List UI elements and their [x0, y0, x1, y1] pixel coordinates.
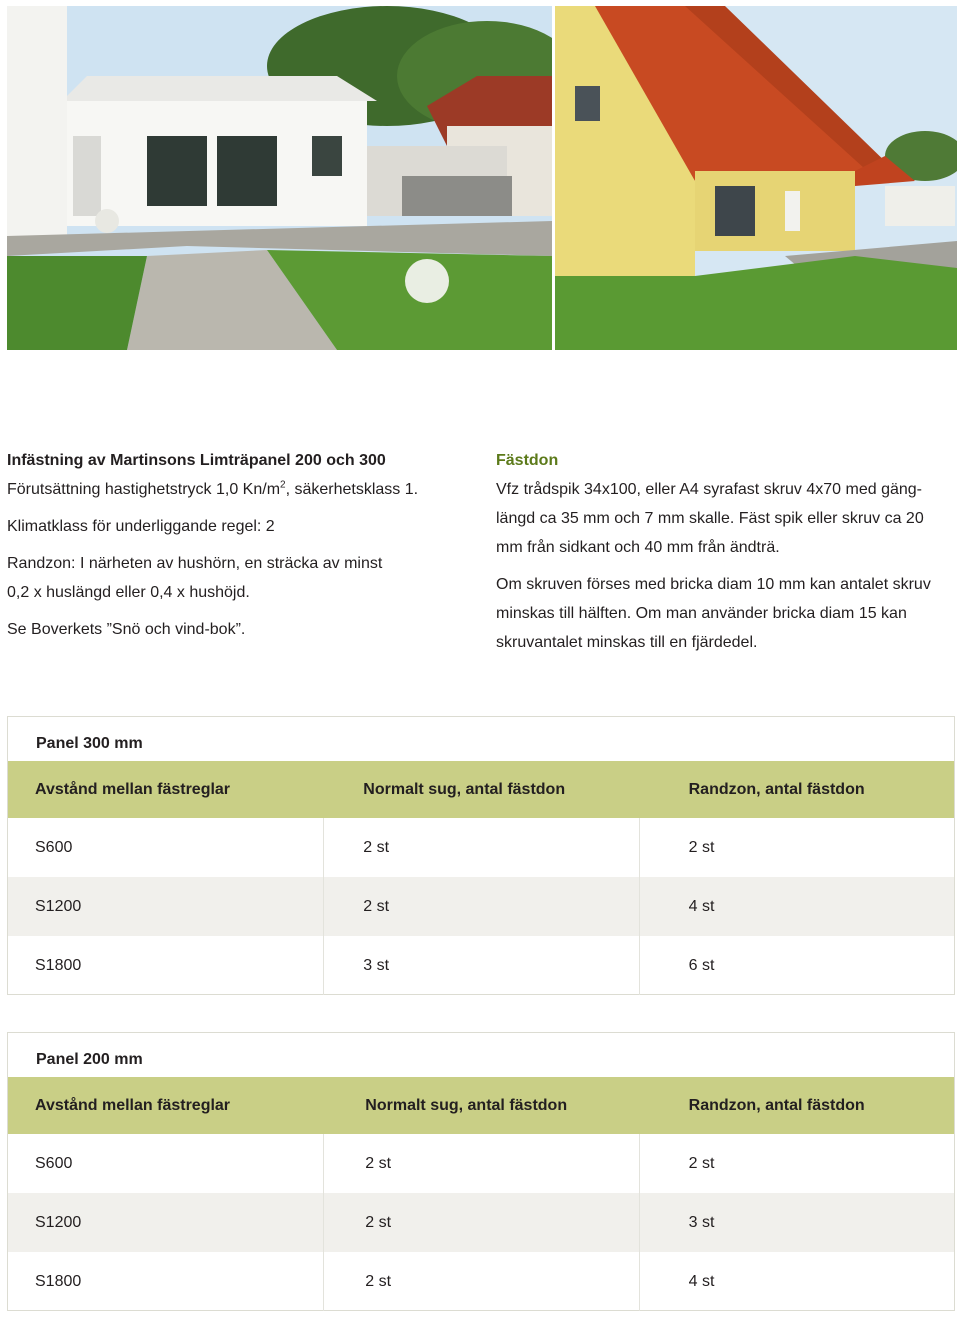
fasteners-paragraph-1-line-2: längd ca 35 mm och 7 mm skalle. Fäst spik eller skruv ca 20: [496, 510, 924, 527]
header-cell: Normalt sug, antal fästdon: [363, 780, 566, 798]
table-cell: 4 st: [688, 897, 715, 915]
header-cell: Randzon, antal fästdon: [688, 1096, 865, 1114]
header-cell: Randzon, antal fästdon: [688, 780, 865, 798]
fasteners-paragraph-2-line-2: minskas till hälften. Om man använder bricka diam 15 kan: [496, 605, 907, 622]
table-panel-200: [7, 1032, 955, 1311]
table-cell: S1200: [8, 1193, 324, 1252]
table-row: [8, 818, 954, 877]
fasteners-paragraph-1-line-3: mm från sidkant och 40 mm från ändträ.: [496, 539, 780, 556]
table-cell: S1200: [8, 877, 324, 936]
table-cell: 2 st: [324, 818, 639, 877]
table-row: [8, 1193, 954, 1252]
house-photo-yellow: [555, 6, 957, 350]
mounting-title: Infästning av Martinsons Limträpanel 200 och 300: [7, 452, 386, 469]
wind-pressure-text: Förutsättning hastighetstryck 1,0 $Kn/m^2$, säkerhetsklass 1.: [7, 479, 419, 498]
table-cell: 2 st: [324, 1252, 639, 1311]
table-cell: 4 st: [688, 1272, 715, 1290]
table-title: Panel 200 mm: [36, 1051, 143, 1068]
fasteners-paragraph-2-line-3: skruvantalet minskas till en fjärdedel.: [496, 634, 758, 651]
edge-zone-text-2: 0,2 x huslängd eller 0,4 x hushöjd.: [7, 584, 250, 601]
table-cell: 2 st: [324, 1193, 639, 1252]
table-panel-300: [7, 716, 955, 995]
table-cell: 3 st: [688, 1213, 715, 1231]
table-cell: S1800: [8, 936, 324, 995]
mounting-conditions: [7, 446, 467, 644]
header-cell: Avstånd mellan fästreglar: [35, 780, 231, 798]
table-cell: 6 st: [688, 956, 715, 974]
table-cell: S600: [8, 1134, 324, 1193]
table-cell: 3 st: [324, 936, 639, 995]
table-row: [8, 1252, 954, 1311]
header-cell: Avstånd mellan fästreglar: [35, 1096, 231, 1114]
table-header-row: [8, 1077, 954, 1134]
table-row: [8, 936, 954, 995]
fasteners-title: Fästdon: [496, 452, 559, 469]
table-title: Panel 300 mm: [36, 735, 143, 752]
table-cell: 2 st: [688, 1154, 715, 1172]
fasteners-paragraph-1-line-1: Vfz trådspik 34x100, eller A4 syrafast skruv 4x70 med gäng-: [496, 481, 922, 498]
house-photo-white: [7, 6, 552, 350]
table-cell: S1800: [8, 1252, 324, 1311]
table-row: [8, 877, 954, 936]
climate-class-text: Klimatklass för underliggande regel: 2: [7, 518, 275, 535]
table-cell: S600: [8, 818, 324, 877]
reference-text: Se Boverkets ”Snö och vind-bok”.: [7, 621, 246, 638]
fasteners-paragraph-2-line-1: Om skruven förses med bricka diam 10 mm kan antalet skruv: [496, 576, 931, 593]
table-cell: 2 st: [324, 1134, 639, 1193]
fasteners-section: [496, 446, 954, 657]
table-header-row: [8, 761, 954, 818]
table-row: [8, 1134, 954, 1193]
edge-zone-text-1: Randzon: I närheten av hushörn, en sträcka av minst: [7, 555, 383, 572]
table-cell: 2 st: [688, 838, 715, 856]
header-cell: Normalt sug, antal fästdon: [365, 1096, 568, 1114]
table-cell: 2 st: [324, 877, 639, 936]
